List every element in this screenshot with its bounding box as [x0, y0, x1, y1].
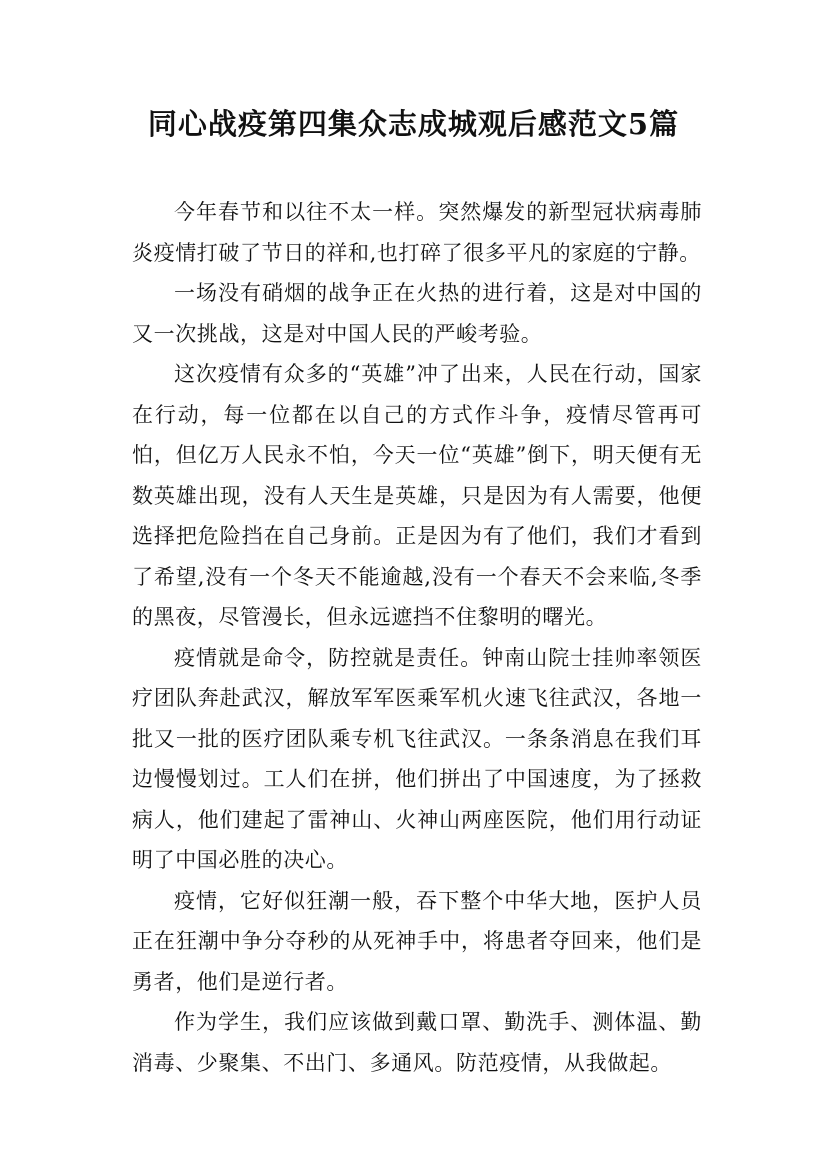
paragraph-3: 这次疫情有众多的“英雄”冲了出来，人民在行动，国家在行动，每一位都在以自己的方式作斗争，疫情尽管再可怕，但亿万人民永不怕，今天一位“英雄”倒下，明天便有无数英雄出现，没有人天生是英雄，只是因为有人需要，他便选择把危险挡在自己身前。正是因为有了他们，我们才看到了希望,没有一个冬天不能逾越,没有一个春天不会来临,冬季的黑夜，尽管漫长，但永远遮挡不住黎明的曙光。 — [132, 362, 702, 629]
paragraph-2: 一场没有硝烟的战争正在火热的进行着，这是对中国的又一次挑战，这是对中国人民的严峻考验。 — [132, 281, 702, 346]
paragraph-4: 疫情就是命令，防控就是责任。钟南山院士挂帅率领医疗团队奔赴武汉，解放军军医乘军机火速飞往武汉，各地一批又一批的医疗团队乘专机飞往武汉。一条条消息在我们耳边慢慢划过。工人们在拼，他们拼出了中国速度，为了拯救病人，他们建起了雷神山、火神山两座医院，他们用行动证明了中国必胜的决心。 — [132, 645, 702, 872]
paragraph-1: 今年春节和以往不太一样。突然爆发的新型冠状病毒肺炎疫情打破了节日的祥和,也打碎了很多平凡的家庭的宁静。 — [132, 200, 702, 265]
document-body — [132, 192, 702, 1083]
document-title: 同心战疫第四集众志成城观后感范文5篇 — [147, 107, 680, 141]
paragraph-5: 疫情，它好似狂潮一般，吞下整个中华大地，医护人员正在狂潮中争分夺秒的从死神手中，将患者夺回来，他们是勇者，他们是逆行者。 — [132, 888, 702, 994]
paragraph-6: 作为学生，我们应该做到戴口罩、勤洗手、测体温、勤消毒、少聚集、不出门、多通风。防范疫情，从我做起。 — [132, 1010, 702, 1075]
